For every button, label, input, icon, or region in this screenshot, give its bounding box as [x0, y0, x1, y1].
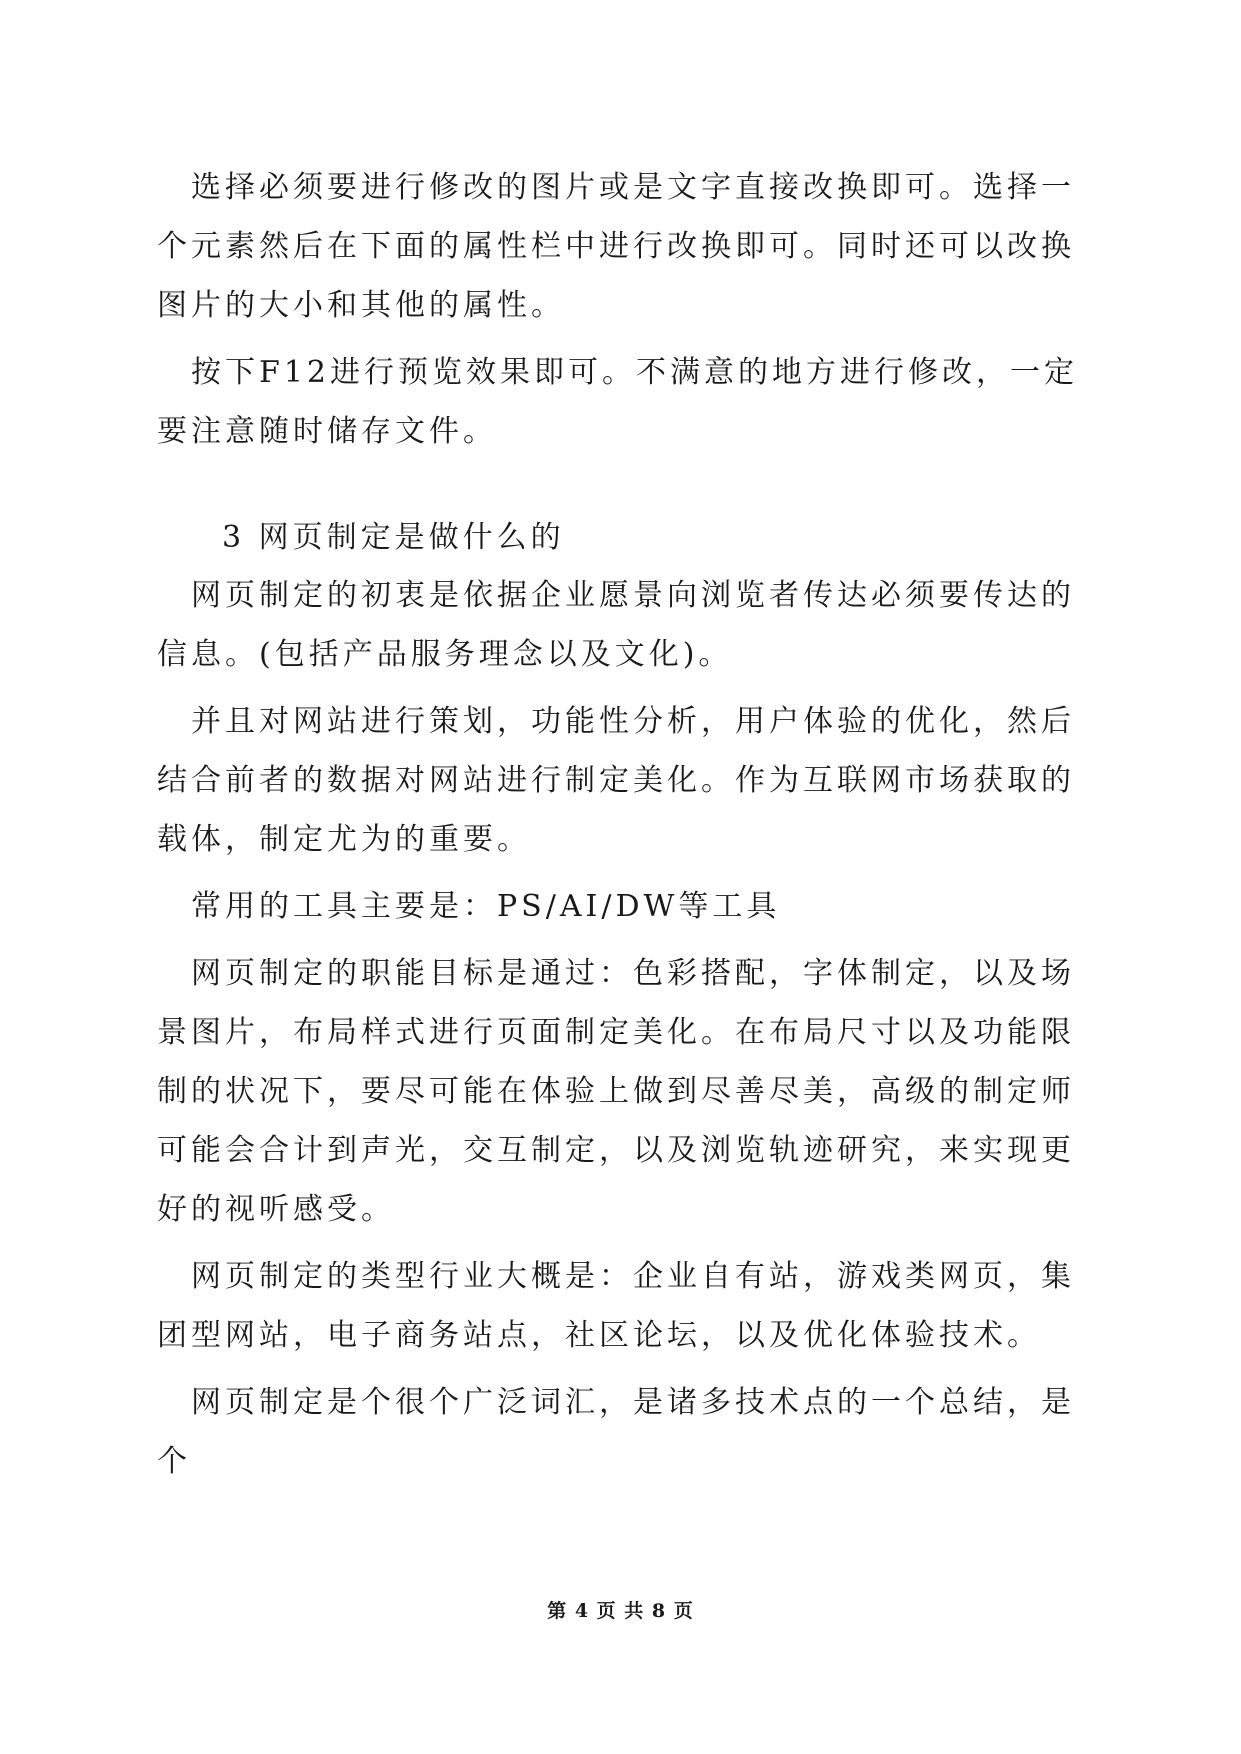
paragraph: 按下F12进行预览效果即可。不满意的地方进行修改，一定要注意随时储存文件。 [157, 355, 1078, 449]
paragraph: 网页制定是个很个广泛词汇，是诸多技术点的一个总结，是个 [157, 1385, 1075, 1479]
paragraph: 常用的工具主要是：PS/AI/DW等工具 [191, 889, 781, 924]
paragraph: 选择必须要进行修改的图片或是文字直接改换即可。选择一个元素然后在下面的属性栏中进行改换即可。同时还可以改换图片的大小和其他的属性。 [157, 170, 1075, 323]
bottom-text-block [157, 566, 1092, 1499]
top-text-block [157, 158, 1092, 469]
paragraph: 网页制定的初衷是依据企业愿景向浏览者传达必须要传达的信息。(包括产品服务理念以及文化)。 [157, 578, 1075, 672]
paragraph: 网页制定的职能目标是通过：色彩搭配，字体制定，以及场景图片，布局样式进行页面制定美化。在布局尺寸以及功能限制的状况下，要尽可能在体验上做到尽善尽美，高级的制定师可能会合计到声光，交互制定，以及浏览轨迹研究，来实现更好的视听感受。 [157, 956, 1075, 1227]
paragraph: 并且对网站进行策划，功能性分析，用户体验的优化，然后结合前者的数据对网站进行制定美化。作为互联网市场获取的载体，制定尤为的重要。 [157, 704, 1075, 857]
paragraph: 网页制定的类型行业大概是：企业自有站，游戏类网页，集团型网站，电子商务站点，社区论坛，以及优化体验技术。 [157, 1259, 1075, 1353]
section-heading: 3 网页制定是做什么的 [222, 520, 565, 555]
page-footer: 第 4 页 共 8 页 [547, 1600, 694, 1622]
